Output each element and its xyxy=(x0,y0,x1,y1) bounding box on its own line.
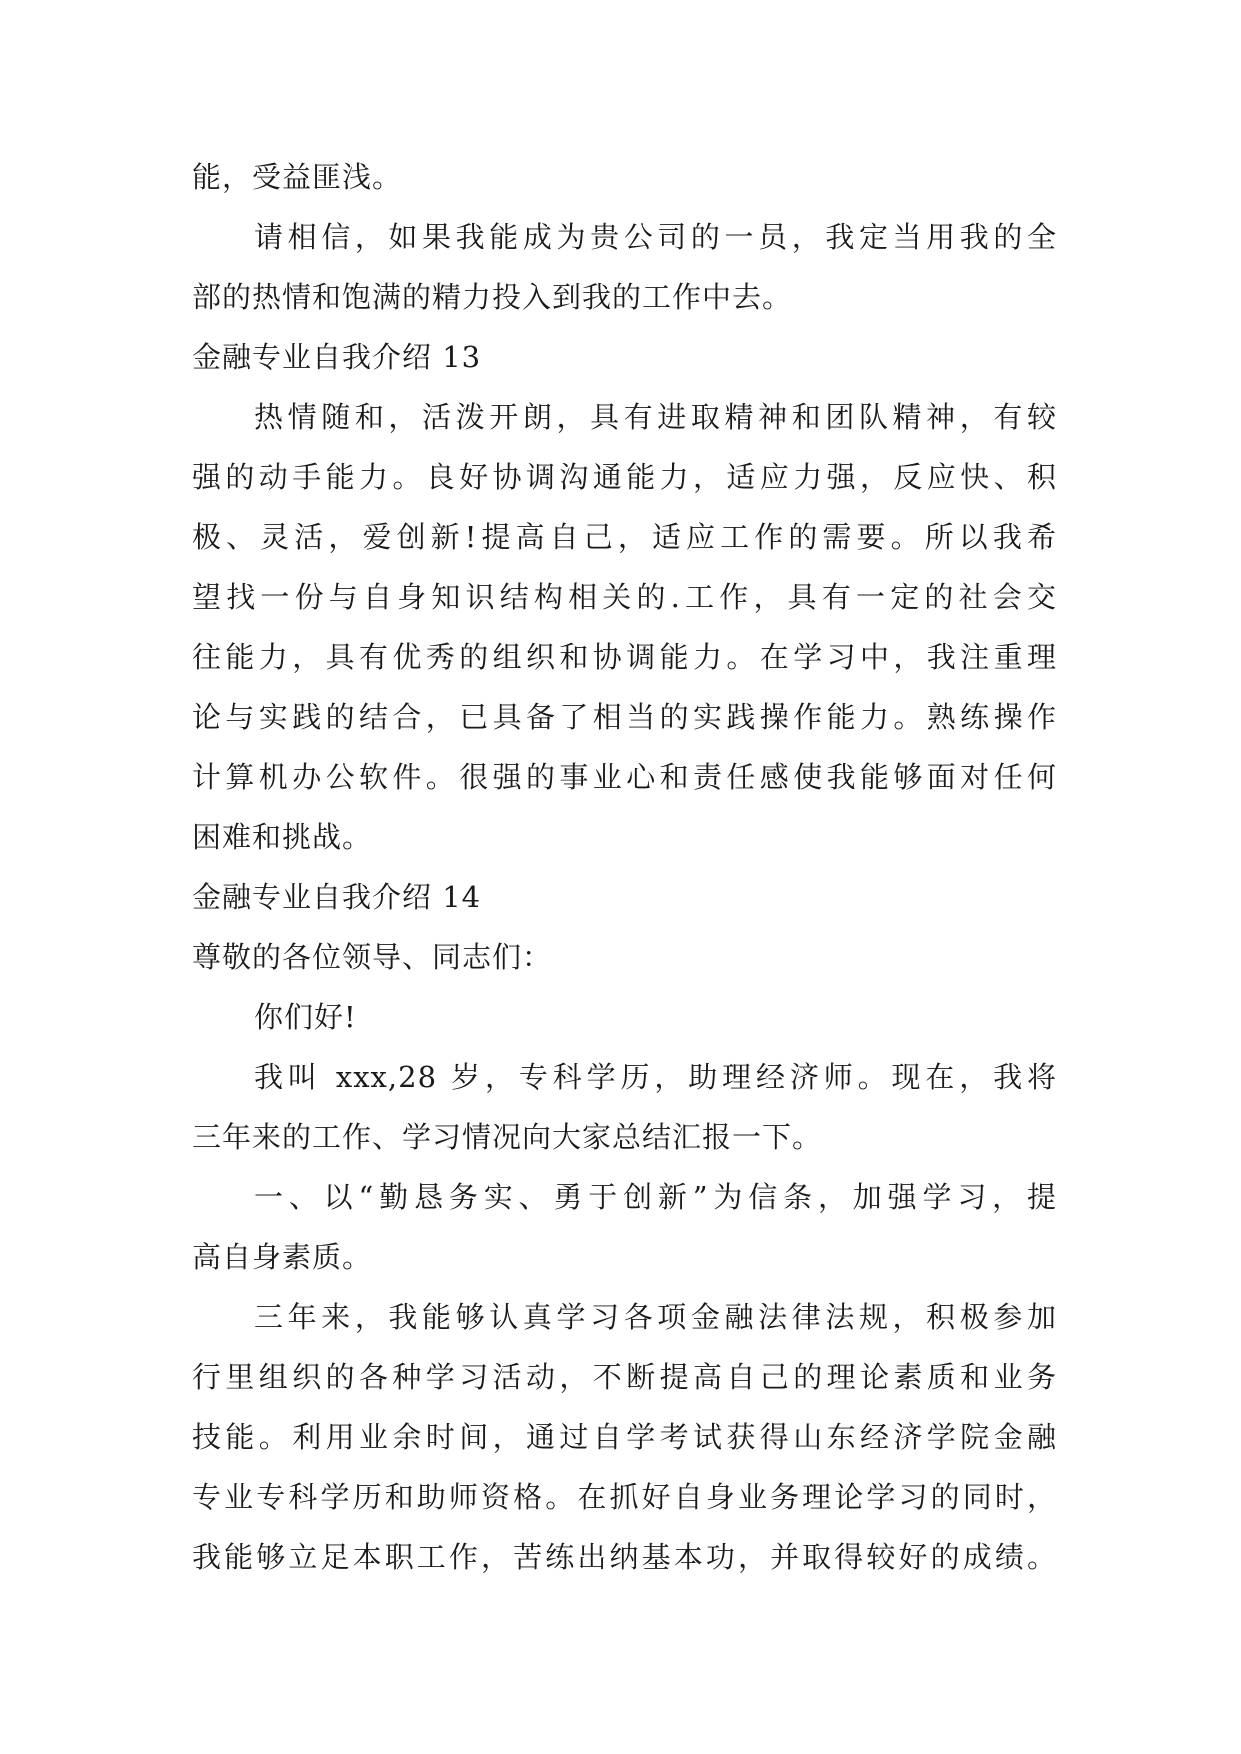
heading-line: 金融专业自我介绍 13 xyxy=(192,340,482,374)
text-line: 行里组织的各种学习活动，不断提高自己的理论素质和业务 xyxy=(192,1360,1057,1394)
section-heading xyxy=(192,878,1057,916)
paragraph xyxy=(192,1058,1057,1156)
text-line: 技能。利用业余时间，通过自学考试获得山东经济学院金融 xyxy=(192,1420,1057,1454)
text-line: 热情随和，活泼开朗，具有进取精神和团队精神，有较 xyxy=(254,400,1057,434)
paragraph xyxy=(192,158,1057,196)
text-line: 计算机办公软件。很强的事业心和责任感使我能够面对任何 xyxy=(192,760,1057,794)
text-line: 三年来，我能够认真学习各项金融法律法规，积极参加 xyxy=(254,1300,1057,1334)
text-line: 困难和挑战。 xyxy=(192,820,373,854)
text-line: 极、灵活，爱创新!提高自己，适应工作的需要。所以我希 xyxy=(192,520,1057,554)
paragraph xyxy=(192,398,1057,856)
paragraph xyxy=(192,1178,1057,1276)
text-line: 能，受益匪浅。 xyxy=(192,160,403,194)
heading-line: 金融专业自我介绍 14 xyxy=(192,880,482,914)
text-line: 往能力，具有优秀的组织和协调能力。在学习中，我注重理 xyxy=(192,640,1057,674)
text-line: 部的热情和饱满的精力投入到我的工作中去。 xyxy=(192,280,793,314)
text-line: 三年来的工作、学习情况向大家总结汇报一下。 xyxy=(192,1120,823,1154)
greeting xyxy=(192,998,1057,1036)
text-line: 专业专科学历和助师资格。在抓好自身业务理论学习的同时， xyxy=(192,1480,1057,1514)
paragraph xyxy=(192,1298,1057,1576)
paragraph xyxy=(192,218,1057,316)
salutation xyxy=(192,938,1057,976)
text-line: 我叫 xxx,28 岁，专科学历，助理经济师。现在，我将 xyxy=(254,1060,1057,1094)
text-line: 尊敬的各位领导、同志们： xyxy=(192,940,553,974)
section-heading xyxy=(192,338,1057,376)
text-line: 我能够立足本职工作，苦练出纳基本功，并取得较好的成绩。 xyxy=(192,1540,1057,1574)
text-line: 一、以“勤恳务实、勇于创新”为信条，加强学习，提 xyxy=(254,1180,1057,1214)
text-line: 请相信，如果我能成为贵公司的一员，我定当用我的全 xyxy=(254,220,1057,254)
text-line: 强的动手能力。良好协调沟通能力，适应力强，反应快、积 xyxy=(192,460,1057,494)
document-body xyxy=(192,158,1057,1576)
text-line: 论与实践的结合，已具备了相当的实践操作能力。熟练操作 xyxy=(192,700,1057,734)
text-line: 你们好! xyxy=(254,1000,357,1034)
text-line: 高自身素质。 xyxy=(192,1240,373,1274)
text-line: 望找一份与自身知识结构相关的.工作，具有一定的社会交 xyxy=(192,580,1057,614)
